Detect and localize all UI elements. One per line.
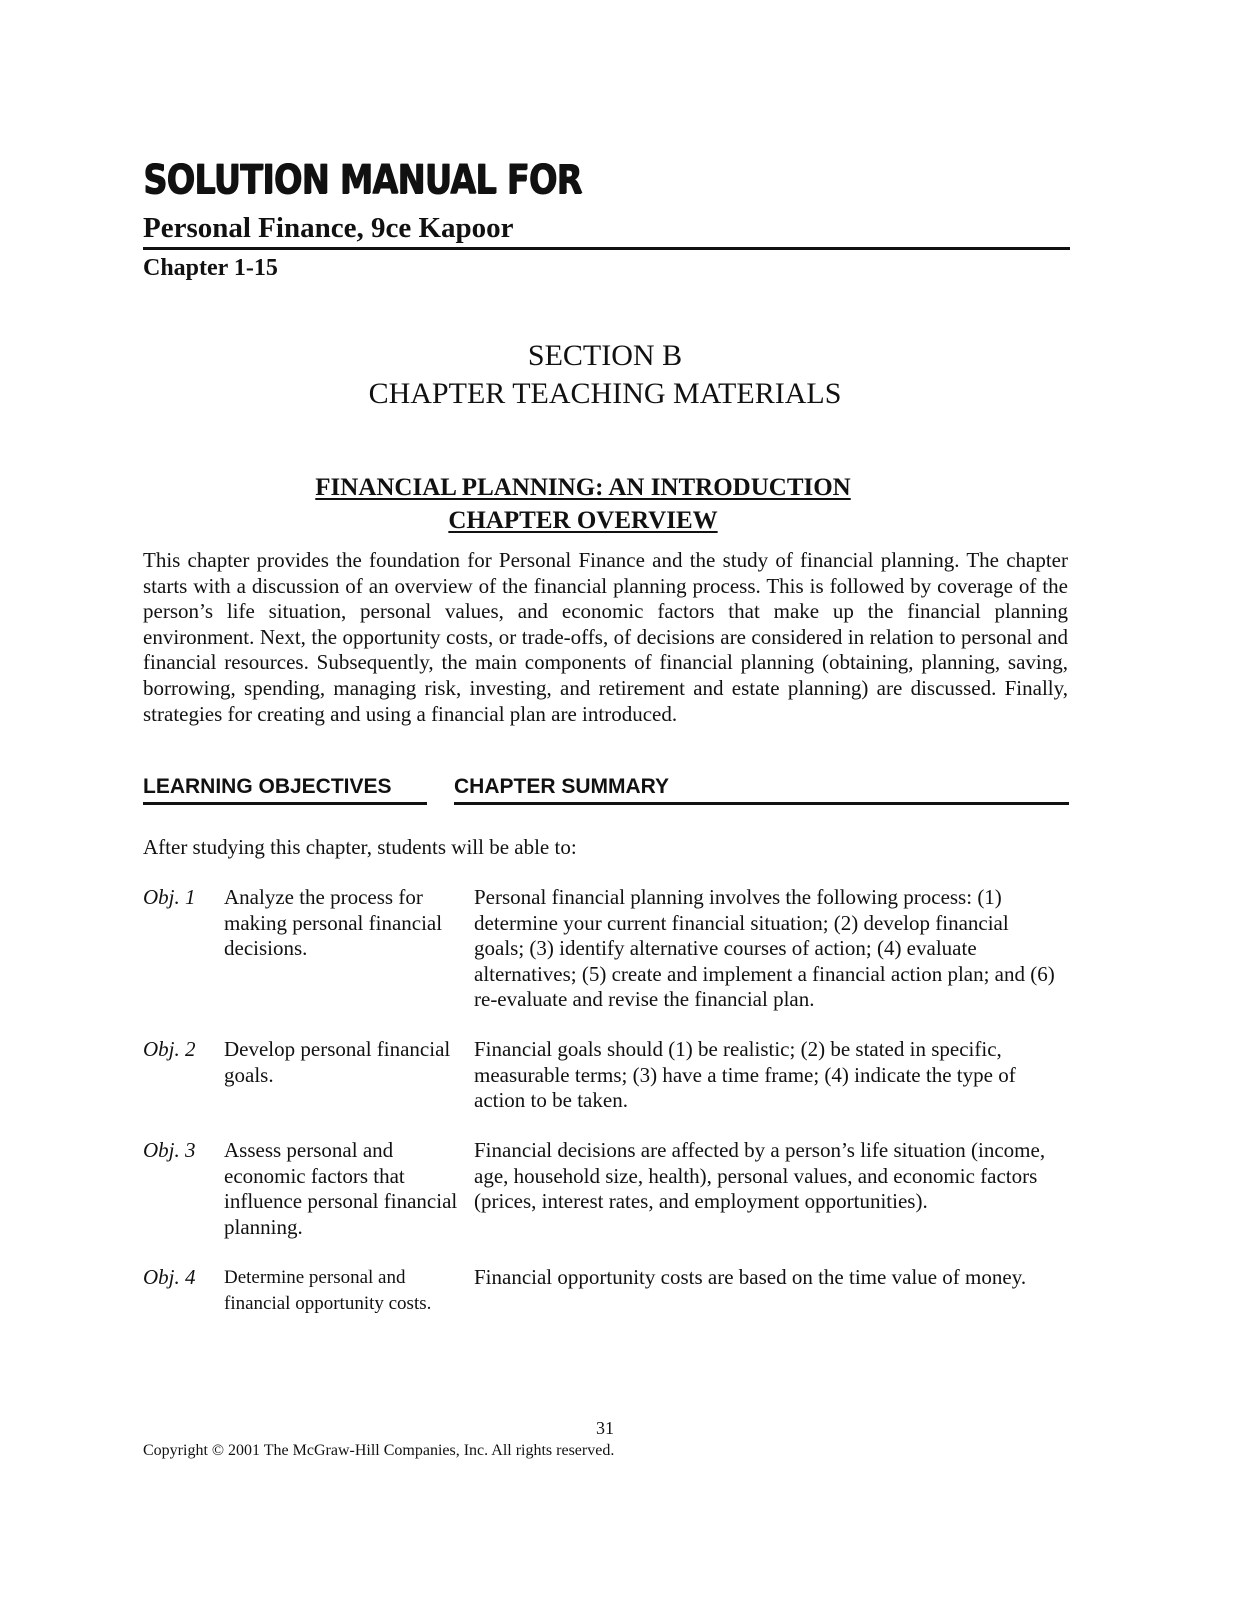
objective-row-truncated: [143, 1265, 1073, 1314]
objective-text: Analyze the process for making personal financial decisions.: [224, 885, 443, 960]
objective-label: Obj. 3: [143, 1138, 196, 1162]
objective-label: Obj. 1: [143, 885, 196, 909]
chapter-overview-paragraph: This chapter provides the foundation for Personal Finance and the study of financial planning. The chapter starts with a discussion of an overview of the financial planning process. This is followed by coverage of the person’s life situation, personal values, and economic factors that make up the financial planning environment. Next, the opportunity costs, or trade-offs, of decisions are considered in relation to personal and financial resources. Subsequently, the main components of financial planning (obtaining, planning, saving, borrowing, spending, managing risk, investing, and retirement and estate planning) are discussed. Finally, strategies for creating and using a financial plan are introduced.: [143, 548, 1068, 726]
objective-summary: Financial goals should (1) be realistic; (2) be stated in specific, measurable terms; (3) have a time frame; (4) indicate the type of action to be taken.: [474, 1037, 1016, 1112]
objective-summary: Financial opportunity costs are based on the time value of money.: [474, 1265, 1027, 1289]
objective-text: Assess personal and economic factors that influence personal financial planning.: [224, 1138, 458, 1239]
objective-text: Determine personal and financial opportunity costs.: [224, 1267, 432, 1314]
objective-label: Obj. 2: [143, 1037, 196, 1061]
section-label: SECTION B: [527, 339, 683, 372]
overview-heading: CHAPTER OVERVIEW: [448, 507, 718, 534]
objective-text: Develop personal financial goals.: [224, 1037, 451, 1087]
chapter-summary-heading: CHAPTER SUMMARY: [454, 774, 1069, 805]
document-banner-title: SOLUTION MANUAL FOR: [143, 157, 582, 203]
chapter-range: Chapter 1-15: [143, 255, 278, 281]
objective-summary: Personal financial planning involves the following process: (1) determine your current financial situation; (2) develop financial goals; (3) identify alternative courses of action; (4) evaluate alternatives; (5) create and implement a financial action plan; and (6) re-evaluate and revise the financial plan.: [474, 885, 1055, 1011]
chapter-title: FINANCIAL PLANNING: AN INTRODUCTION: [315, 474, 851, 501]
section-subtitle: CHAPTER TEACHING MATERIALS: [368, 377, 842, 410]
page-number: 31: [596, 1418, 614, 1438]
section-heading: [0, 337, 1210, 413]
copyright-notice: Copyright © 2001 The McGraw-Hill Companies, Inc. All rights reserved.: [143, 1442, 615, 1459]
book-subtitle: Personal Finance, 9ce Kapoor: [143, 210, 1070, 250]
objective-summary: Financial decisions are affected by a person’s life situation (income, age, household size, health), personal values, and economic factors (prices, interest rates, and employment opportunities).: [474, 1138, 1046, 1213]
chapter-heading: [0, 471, 1166, 537]
objective-label: Obj. 4: [143, 1265, 196, 1289]
learning-objectives-heading: LEARNING OBJECTIVES: [143, 774, 427, 805]
objectives-intro: After studying this chapter, students will be able to:: [143, 835, 577, 859]
